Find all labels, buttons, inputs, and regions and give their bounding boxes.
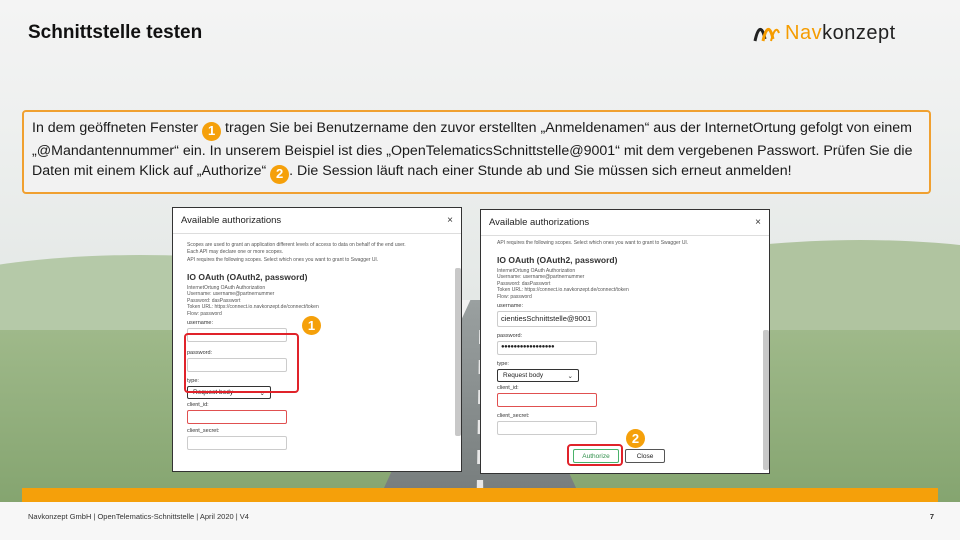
step-badge-1: 1 xyxy=(202,122,221,141)
oauth-meta: Flow: password xyxy=(187,310,222,317)
close-icon[interactable]: × xyxy=(755,217,761,228)
page-title: Schnittstelle testen xyxy=(28,22,203,43)
logo-text-nav: Nav xyxy=(785,21,823,44)
intro-text: API requires the following scopes. Select which ones you want to grant to Swagger UI. xyxy=(497,240,689,246)
client-id-input[interactable] xyxy=(497,393,597,407)
highlight-authorize xyxy=(567,444,623,466)
page-number: 7 xyxy=(929,512,934,521)
scrollbar[interactable] xyxy=(455,268,461,436)
close-icon[interactable]: × xyxy=(447,215,453,226)
username-label: username: xyxy=(187,320,213,326)
oauth-meta: Token URL: https://connect.io.navkonzept.de/connect/token xyxy=(497,287,629,293)
callout-text-3: . Die Session läuft nach einer Stunde ab und Sie müssen sich erneut anmelden! xyxy=(289,163,792,180)
callout-text-2: tragen Sie bei Benutzername den zuvor erstellten „Anmeldenamen“ aus der InternetOrtung gefolgt von einem „@Mandantennummer“ ein. In unserem Beispiel ist dies „OpenTelematicsSchnittstelle@9001“ mit dem vergebenen Passwort. Prüfen Sie die Daten mit einem Klick auf „Authorize“ xyxy=(32,120,913,180)
type-label: type: xyxy=(497,361,509,367)
oauth-meta: Password: dasPasswort xyxy=(187,297,241,304)
username-input[interactable]: cientiesSchnittstelle@9001 xyxy=(497,311,597,327)
auth-dialog-filled xyxy=(480,209,770,474)
chevron-down-icon: ⌄ xyxy=(567,372,573,380)
oauth-meta: Password: dasPasswort xyxy=(497,280,551,287)
client-id-label: client_id: xyxy=(497,385,519,391)
type-select-value: Request body xyxy=(503,372,544,379)
highlight-credentials xyxy=(184,333,299,393)
step-badge-2: 2 xyxy=(626,429,645,448)
client-secret-input[interactable] xyxy=(187,436,287,450)
oauth-meta: Token URL: https://connect.io.navkonzept.de/connect/token xyxy=(187,304,319,310)
oauth-meta: Username: username@partnernummer xyxy=(187,291,275,297)
intro-text: Scopes are used to grant an application different levels of access to data on behalf of the end user. xyxy=(187,242,406,248)
client-id-input[interactable] xyxy=(187,410,287,424)
oauth-meta: InternetOrtung OAuth Authorization xyxy=(497,267,576,274)
callout-text-1: In dem geöffneten Fenster xyxy=(32,120,203,136)
chevron-down-icon: ⌄ xyxy=(259,389,265,397)
navkonzept-logo xyxy=(752,20,942,46)
instruction-callout xyxy=(22,110,931,194)
type-select-value: Request body xyxy=(193,389,234,396)
client-secret-label: client_secret: xyxy=(497,413,530,419)
footer-text: Navkonzept GmbH | OpenTelematics-Schnittstelle | April 2020 | V4 xyxy=(28,512,249,521)
oauth-meta: InternetOrtung OAuth Authorization xyxy=(187,284,266,291)
intro-text: Each API may declare one or more scopes. xyxy=(187,248,284,255)
client-id-label: client_id: xyxy=(187,402,209,408)
step-badge-2: 2 xyxy=(270,165,289,184)
dialog-title: Available authorizations xyxy=(489,217,590,228)
password-label: password: xyxy=(187,350,213,356)
password-label: password: xyxy=(497,333,523,339)
scrollbar[interactable] xyxy=(763,330,769,470)
oauth-meta: Username: username@partnernummer xyxy=(497,274,585,280)
authorize-button[interactable]: Authorize xyxy=(573,449,619,463)
username-label: username: xyxy=(497,303,523,309)
step-badge-1: 1 xyxy=(302,316,321,335)
client-secret-input[interactable] xyxy=(497,421,597,435)
close-button[interactable]: Close xyxy=(625,449,665,463)
type-select[interactable] xyxy=(497,369,579,382)
dialog-title: Available authorizations xyxy=(181,215,282,226)
password-input[interactable]: ●●●●●●●●●●●●●●●●● xyxy=(497,341,597,355)
client-secret-label: client_secret: xyxy=(187,428,220,434)
accent-bar xyxy=(22,488,938,502)
type-label: type: xyxy=(187,378,199,384)
logo-text-konzept: konzept xyxy=(822,21,896,44)
navkonzept-logo-icon xyxy=(752,21,782,45)
section-heading: IO OAuth (OAuth2, password) xyxy=(187,271,308,282)
section-heading: IO OAuth (OAuth2, password) xyxy=(497,254,618,265)
intro-text: API requires the following scopes. Select which ones you want to grant to Swagger UI. xyxy=(187,257,379,263)
oauth-meta: Flow: password xyxy=(497,293,532,300)
footer xyxy=(0,502,960,540)
